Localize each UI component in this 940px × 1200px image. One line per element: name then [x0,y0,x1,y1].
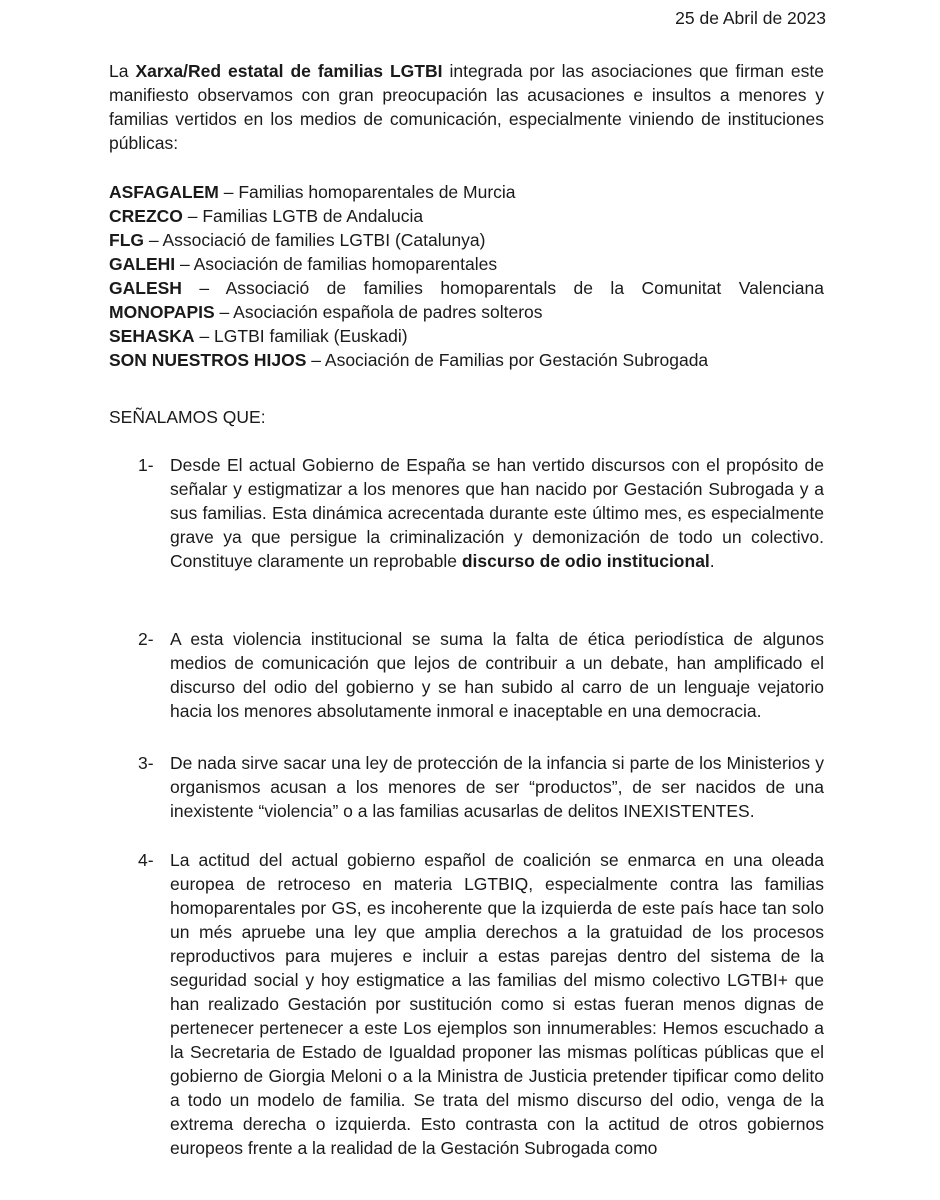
organization-name: ASFAGALEM [109,182,219,202]
organization-description: – LGTBI familiak (Euskadi) [194,326,408,346]
organization-description: – Associació de families homoparentals de la Comunitat Valenciana [181,278,824,298]
organization-list [109,180,824,372]
organization-item [109,228,824,252]
organization-name: CREZCO [109,206,183,226]
organization-name: GALEHI [109,254,176,274]
organization-description: – Asociación española de padres solteros [214,302,543,322]
organization-item [109,348,824,372]
network-name: Xarxa/Red estatal de familias LGTBI [135,61,443,81]
intro-lead: La [109,61,136,81]
organization-item [109,300,824,324]
document-date: 25 de Abril de 2023 [675,8,826,28]
item-body: Desde El actual Gobierno de España se han vertido discursos con el propósito de señalar y estigmatizar a los menores que han nacido por Gestación Subrogada y a sus familias. Esta dinámica acrecentada durante este último mes, es especialmente grave ya que persigue la criminalización y demonización de todo un colectivo. Constituye claramente un reprobable [170,455,824,571]
organization-description: – Associació de families LGTBI (Catalunya) [144,230,486,250]
intro-body: integrada por las asociaciones que firman este manifiesto observamos con gran preocupación las acusaciones e insultos a menores y familias vertidos en los medios de comunicación, especialmente viniendo de instituciones públicas: [109,61,824,153]
item-end: . [709,551,715,571]
organization-name: MONOPAPIS [109,302,215,322]
organization-description: – Familias homoparentales de Murcia [218,182,516,202]
item-number: 2- [138,629,154,649]
organization-name: GALESH [109,278,182,298]
section-heading: SEÑALAMOS QUE: [109,407,266,427]
item-text: La actitud del actual gobierno español de coalición se enmarca en una oleada europea de retroceso en materia LGTBIQ, especialmente contra las familias homoparentales por GS, es incoherente que la izquierda de este país hace tan solo un més apruebe una ley que amplia derechos a la gratuidad de los procesos reproductivos para mujeres e incluir a estas parejas dentro del sistema de la seguridad social y hoy estigmatice a las familias del mismo colectivo LGTBI+ que han realizado Gestación por sustitución como si estas fueran menos dignas de pertenecer pertenecer a este Los ejemplos son innumerables: Hemos escuchado a la Secretaria de Estado de Igualdad proponer las mismas políticas públicas que el gobierno de Giorgia Meloni o a la Ministra de Justicia pretender tipificar como delito a todo un modelo de familia. Se trata del mismo discurso del odio, venga de la extrema derecha o izquierda. Esto contrasta con la actitud de otros gobiernos europeos frente a la realidad de la Gestación Subrogada como [170,850,824,1158]
organization-description: – Familias LGTB de Andalucia [182,206,424,226]
organization-name: SON NUESTROS HIJOS [109,350,307,370]
organization-item [109,252,824,276]
item-number: 3- [138,753,154,773]
list-item [109,848,824,1160]
organization-name: SEHASKA [109,326,195,346]
organization-description: – Asociación de Familias por Gestación Subrogada [306,350,709,370]
organization-name: FLG [109,230,144,250]
list-item [109,751,824,823]
intro-paragraph [109,59,824,155]
list-item [109,627,824,723]
item-number: 4- [138,850,154,870]
organization-item [109,276,824,300]
item-emphasis: discurso de odio institucional [461,551,710,571]
item-text [170,453,824,573]
organization-item [109,204,824,228]
list-item [109,453,824,573]
organization-item [109,324,824,348]
item-text: A esta violencia institucional se suma la falta de ética periodística de algunos medios de comunicación que lejos de contribuir a un debate, han amplificado el discurso del odio del gobierno y se han subido al carro de un lenguaje vejatorio hacia los menores absolutamente inmoral e inaceptable en una democracia. [170,629,824,721]
item-text: De nada sirve sacar una ley de protección de la infancia si parte de los Ministerios y organismos acusan a los menores de ser “productos”, de ser nacidos de una inexistente “violencia” o a las familias acusarlas de delitos INEXISTENTES. [170,753,824,821]
item-number: 1- [138,455,154,475]
organization-item [109,180,824,204]
organization-description: – Asociación de familias homoparentales [175,254,498,274]
